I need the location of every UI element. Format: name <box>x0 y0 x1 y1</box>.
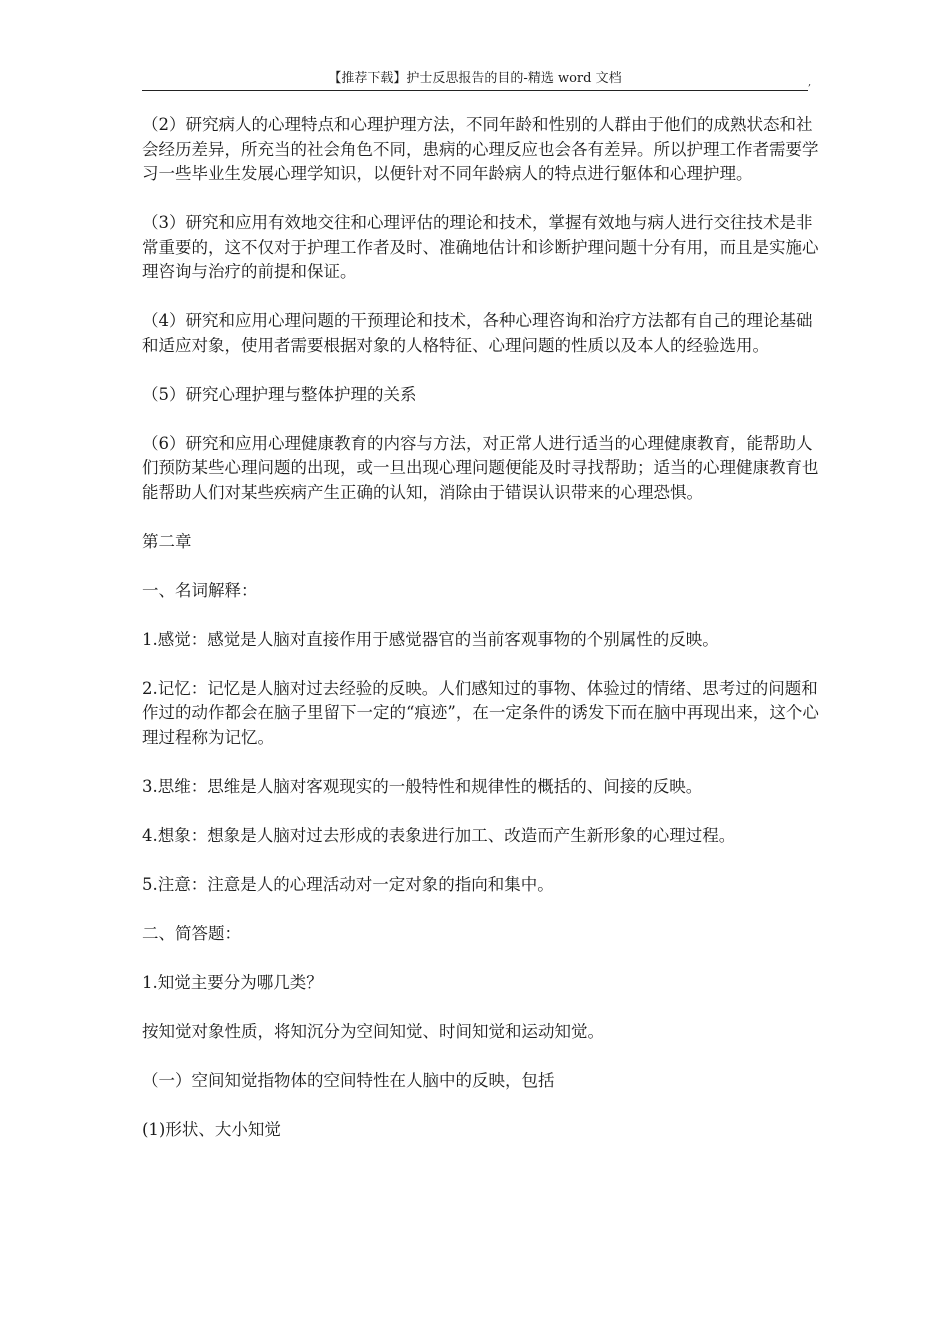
section-heading-short-answer: 二、简答题： <box>142 923 241 943</box>
answer-perception: 按知觉对象性质，将知沉分为空间知觉、时间知觉和运动知觉。 <box>142 1021 604 1041</box>
paragraph-research-3: （3）研究和应用有效地交往和心理评估的理论和技术，掌握有效地与病人进行交往技术是非常重要的，这不仅对于护理工作者及时、准确地估计和诊断护理问题十分有用，而且是实施心理咨询与治疗的前提和保证。 <box>142 213 819 281</box>
chapter-heading: 第二章 <box>142 531 192 551</box>
term-thinking: 3.思维：思维是人脑对客观现实的一般特性和规律性的概括的、间接的反映。 <box>142 776 703 796</box>
paragraph-research-5: （5）研究心理护理与整体护理的关系 <box>142 384 417 404</box>
question-perception: 1.知觉主要分为哪几类？ <box>142 972 323 992</box>
header-title: 【推荐下载】护士反思报告的目的-精选 word 文档 <box>328 71 622 86</box>
paragraph-research-2: （2）研究病人的心理特点和心理护理方法，不同年龄和性别的人群由于他们的成熟状态和社会经历差异，所充当的社会角色不同，患病的心理反应也会各有差异。所以护理工作者需要学习一些毕业生发展心理学知识，以便针对不同年龄病人的特点进行躯体和心理护理。 <box>142 115 819 183</box>
page-header <box>142 70 808 91</box>
paragraph-research-6: （6）研究和应用心理健康教育的内容与方法，对正常人进行适当的心理健康教育，能帮助人们预防某些心理问题的出现，或一旦出现心理问题便能及时寻找帮助；适当的心理健康教育也能帮助人们对某些疾病产生正确的认知，消除由于错误认识带来的心理恐惧。 <box>142 433 819 502</box>
term-imagination: 4.想象：想象是人脑对过去形成的表象进行加工、改造而产生新形象的心理过程。 <box>142 825 736 845</box>
term-sensation: 1.感觉：感觉是人脑对直接作用于感觉器官的当前客观事物的个别属性的反映。 <box>142 629 719 649</box>
answer-spatial-perception: （一）空间知觉指物体的空间特性在人脑中的反映，包括 <box>142 1070 555 1090</box>
answer-shape-size: (1)形状、大小知觉 <box>142 1119 281 1139</box>
header-mark: , <box>808 77 812 88</box>
document-body <box>142 113 822 1167</box>
paragraph-research-4: （4）研究和应用心理问题的干预理论和技术，各种心理咨询和治疗方法都有自己的理论基础和适应对象，使用者需要根据对象的人格特征、心理问题的性质以及本人的经验选用。 <box>142 311 813 355</box>
term-attention: 5.注意：注意是人的心理活动对一定对象的指向和集中。 <box>142 874 554 894</box>
term-memory: 2.记忆：记忆是人脑对过去经验的反映。人们感知过的事物、体验过的情绪、思考过的问题和作过的动作都会在脑子里留下一定的“痕迹”，在一定条件的诱发下而在脑中再现出来，这个心理过程称为记忆。 <box>142 678 819 747</box>
section-heading-terms: 一、名词解释： <box>142 580 258 600</box>
